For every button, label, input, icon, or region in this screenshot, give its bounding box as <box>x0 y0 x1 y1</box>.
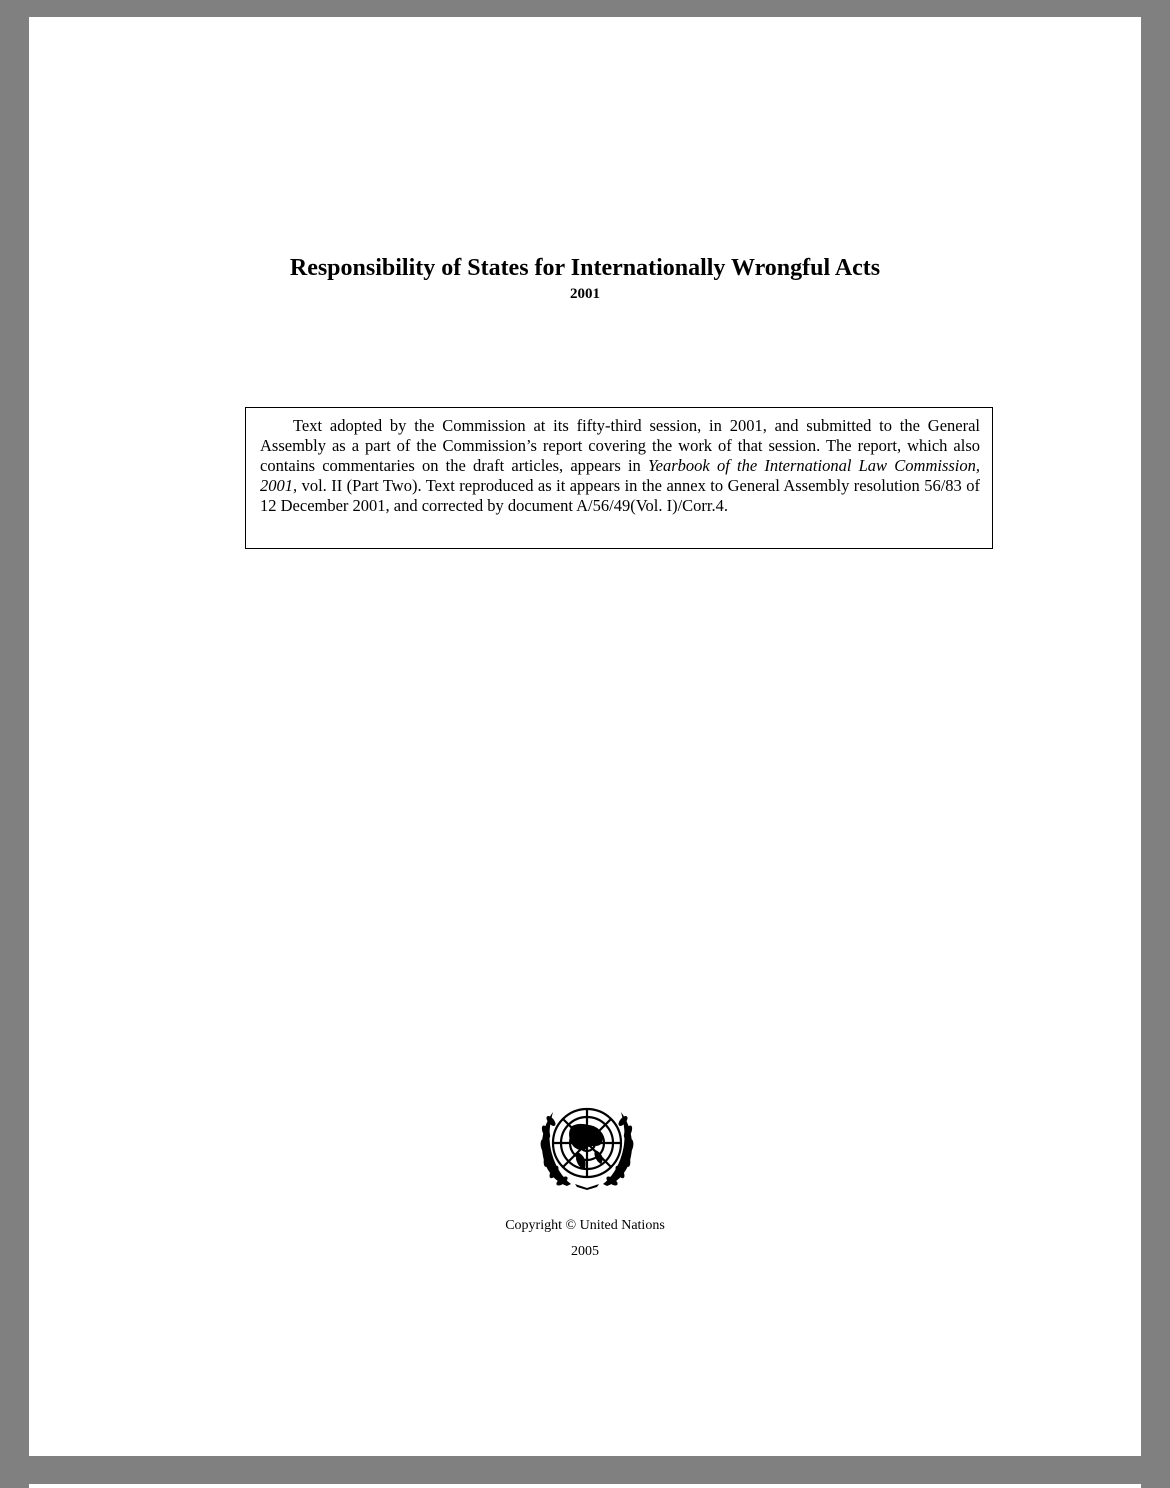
document-title: Responsibility of States for Internationally Wrongful Acts <box>289 255 881 281</box>
document-year: 2001 <box>570 286 600 302</box>
adoption-notice-text <box>260 416 980 516</box>
notice-text-part2: vol. II (Part Two). Text reproduced as it appears in the annex to General Assembly resolution 56/83 of 12 December 2001, and corrected by document A/56/49(Vol. I)/Corr.4. <box>260 476 980 515</box>
notice-text-part1: Text adopted by the Commission at its fifty-third session, in 2001, and submitted to the General Assembly as a part of the Commission’s report covering the work of that session. The report, which also contains commentaries on the draft articles, appears in <box>260 416 980 475</box>
un-emblem-icon <box>537 1104 637 1190</box>
next-page-edge <box>29 1484 1141 1488</box>
yearbook-citation: Yearbook of the International Law Commission, 2001, <box>260 456 980 495</box>
adoption-notice-box <box>245 407 993 549</box>
copyright-year: 2005 <box>571 1244 599 1259</box>
document-page <box>29 17 1141 1456</box>
copyright-notice: Copyright © United Nations <box>505 1218 665 1233</box>
